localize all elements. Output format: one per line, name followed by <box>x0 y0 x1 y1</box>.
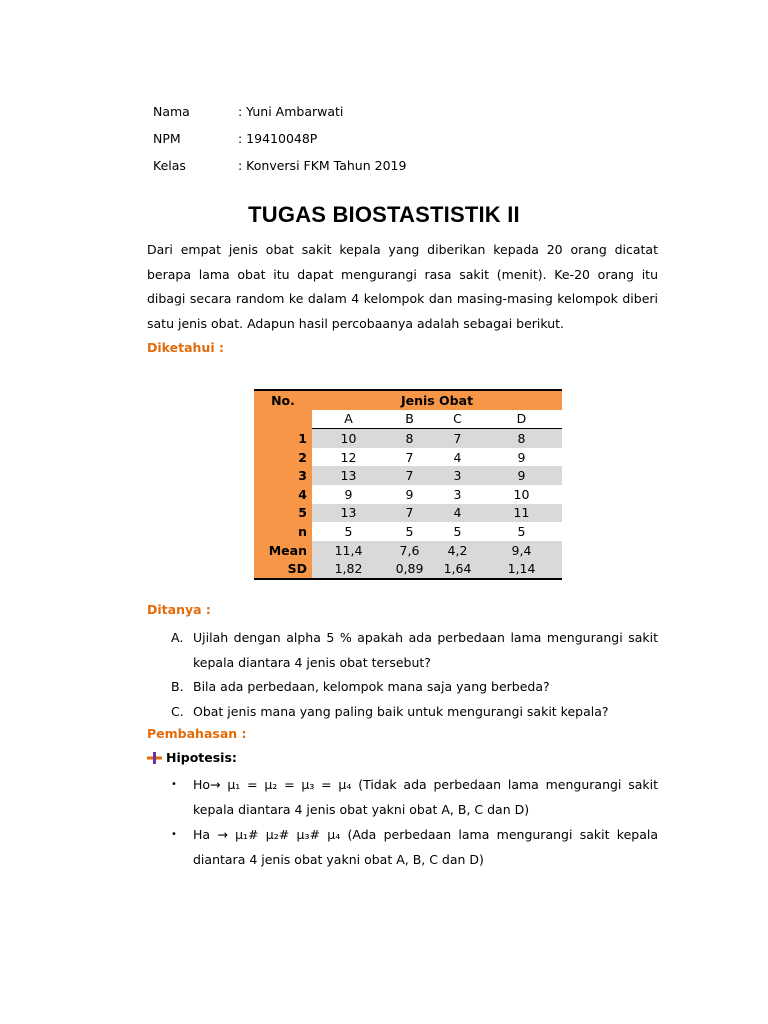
question-list <box>171 626 658 724</box>
table-cell: 5 <box>453 523 462 539</box>
table-row-label: 2 <box>254 448 312 467</box>
table-cell: 11,4 <box>312 541 385 560</box>
table-column-header: D <box>481 410 562 429</box>
table-cell: 10 <box>513 486 530 502</box>
list-marker: C. <box>171 703 184 719</box>
list-item <box>171 773 658 822</box>
table-cell: 13 <box>312 504 385 523</box>
table-row <box>254 559 562 579</box>
table-column-row <box>254 410 562 429</box>
table-row <box>254 504 562 523</box>
table-header-no: No. <box>254 390 312 410</box>
table-cell: 0,89 <box>385 559 434 579</box>
table-cell: 3 <box>434 466 481 485</box>
table-column-header: A <box>312 410 385 429</box>
table-cell: 7 <box>385 466 434 485</box>
table-row <box>254 448 562 467</box>
table-cell: 4 <box>434 504 481 523</box>
table-cell: 1,64 <box>434 559 481 579</box>
table-row <box>254 429 562 448</box>
question-text: Ujilah dengan alpha 5 % apakah ada perbedaan lama mengurangi sakit kepala diantara 4 jenis obat tersebut? <box>193 630 658 670</box>
bullet-icon: • <box>171 829 177 841</box>
list-item <box>171 700 658 725</box>
identity-value: : Yuni Ambarwati <box>238 104 344 119</box>
table-row-label: n <box>254 522 312 541</box>
hypothesis-label: Hipotesis: <box>166 750 237 765</box>
table-cell: 9 <box>405 486 414 502</box>
identity-row-name <box>153 102 406 129</box>
table-cell: 9 <box>517 449 526 465</box>
heading-diketahui: Diketahui : <box>147 340 224 355</box>
list-item <box>171 823 658 872</box>
identity-label: NPM <box>153 131 181 146</box>
table-row <box>254 522 562 541</box>
identity-row-class <box>153 156 406 183</box>
identity-label: Nama <box>153 104 190 119</box>
list-item <box>171 675 658 700</box>
hypothesis-heading <box>147 750 237 765</box>
list-item <box>171 626 658 675</box>
table-label-cell <box>254 410 312 429</box>
hypothesis-text: Ha → μ₁# μ₂# μ₃# μ₄ (Ada perbedaan lama mengurangi sakit kepala diantara 4 jenis obat yakni obat A, B, C dan D) <box>193 827 658 867</box>
intro-paragraph: Dari empat jenis obat sakit kepala yang diberikan kepada 20 orang dicatat berapa lama obat itu dapat mengurangi rasa sakit (menit). Ke-20 orang itu dibagi secara random ke dalam 4 kelompok dan masing-masing kelompok diberi satu jenis obat. Adapun hasil percobaanya adalah sebagai berikut. <box>147 242 658 331</box>
hypothesis-list <box>171 773 658 872</box>
table-cell: 4,2 <box>434 541 481 560</box>
identity-row-npm <box>153 129 406 156</box>
table-cell: 8 <box>481 429 562 448</box>
question-text: Bila ada perbedaan, kelompok mana saja yang berbeda? <box>193 679 550 695</box>
table-cell: 4 <box>453 449 462 465</box>
document-title: TUGAS BIOSTASTISTIK II <box>248 202 520 227</box>
table-row-label: SD <box>254 559 312 579</box>
table-row <box>254 466 562 485</box>
table-cell: 5 <box>405 523 414 539</box>
table-cell: 1,82 <box>312 559 385 579</box>
table-cell: 7,6 <box>385 541 434 560</box>
table-cell: 9,4 <box>481 541 562 560</box>
identity-block <box>153 102 406 183</box>
bullet-icon: • <box>171 779 177 790</box>
list-marker: B. <box>171 679 184 695</box>
heading-pembahasan: Pembahasan : <box>147 726 247 741</box>
four-pointed-star-icon <box>147 752 162 764</box>
data-table <box>254 389 562 580</box>
table-row <box>254 485 562 504</box>
table-column-header: B <box>385 410 434 429</box>
table-row-label: 3 <box>254 466 312 485</box>
table-row-label: Mean <box>254 541 312 560</box>
table-cell: 7 <box>385 504 434 523</box>
table-cell: 11 <box>481 504 562 523</box>
table-cell: 5 <box>517 523 526 539</box>
list-marker: A. <box>171 630 184 645</box>
table-cell: 9 <box>344 486 353 502</box>
table-cell: 3 <box>453 486 462 502</box>
table-cell: 7 <box>434 429 481 448</box>
table-cell: 7 <box>405 449 414 465</box>
heading-ditanya: Ditanya : <box>147 602 211 617</box>
table-row-label: 4 <box>254 485 312 504</box>
identity-value: : 19410048P <box>238 131 318 146</box>
identity-value: : Konversi FKM Tahun 2019 <box>238 158 407 173</box>
table-row-label: 1 <box>254 429 312 448</box>
table-cell: 8 <box>385 429 434 448</box>
table-cell: 9 <box>481 466 562 485</box>
table-header-group: Jenis Obat <box>312 390 562 410</box>
table-column-header: C <box>434 410 481 429</box>
table-cell: 5 <box>344 523 353 539</box>
table-cell: 1,14 <box>481 559 562 579</box>
table-cell: 12 <box>340 449 357 465</box>
question-text: Obat jenis mana yang paling baik untuk mengurangi sakit kepala? <box>193 703 609 719</box>
identity-label: Kelas <box>153 158 186 173</box>
table-cell: 13 <box>312 466 385 485</box>
table-header-row <box>254 390 562 410</box>
table-row-label: 5 <box>254 504 312 523</box>
table-cell: 10 <box>312 429 385 448</box>
table-row <box>254 541 562 560</box>
hypothesis-text: Ho→ μ₁ = μ₂ = μ₃ = μ₄ (Tidak ada perbedaan lama mengurangi sakit kepala diantara 4 jenis obat yakni obat A, B, C dan D) <box>193 777 658 817</box>
